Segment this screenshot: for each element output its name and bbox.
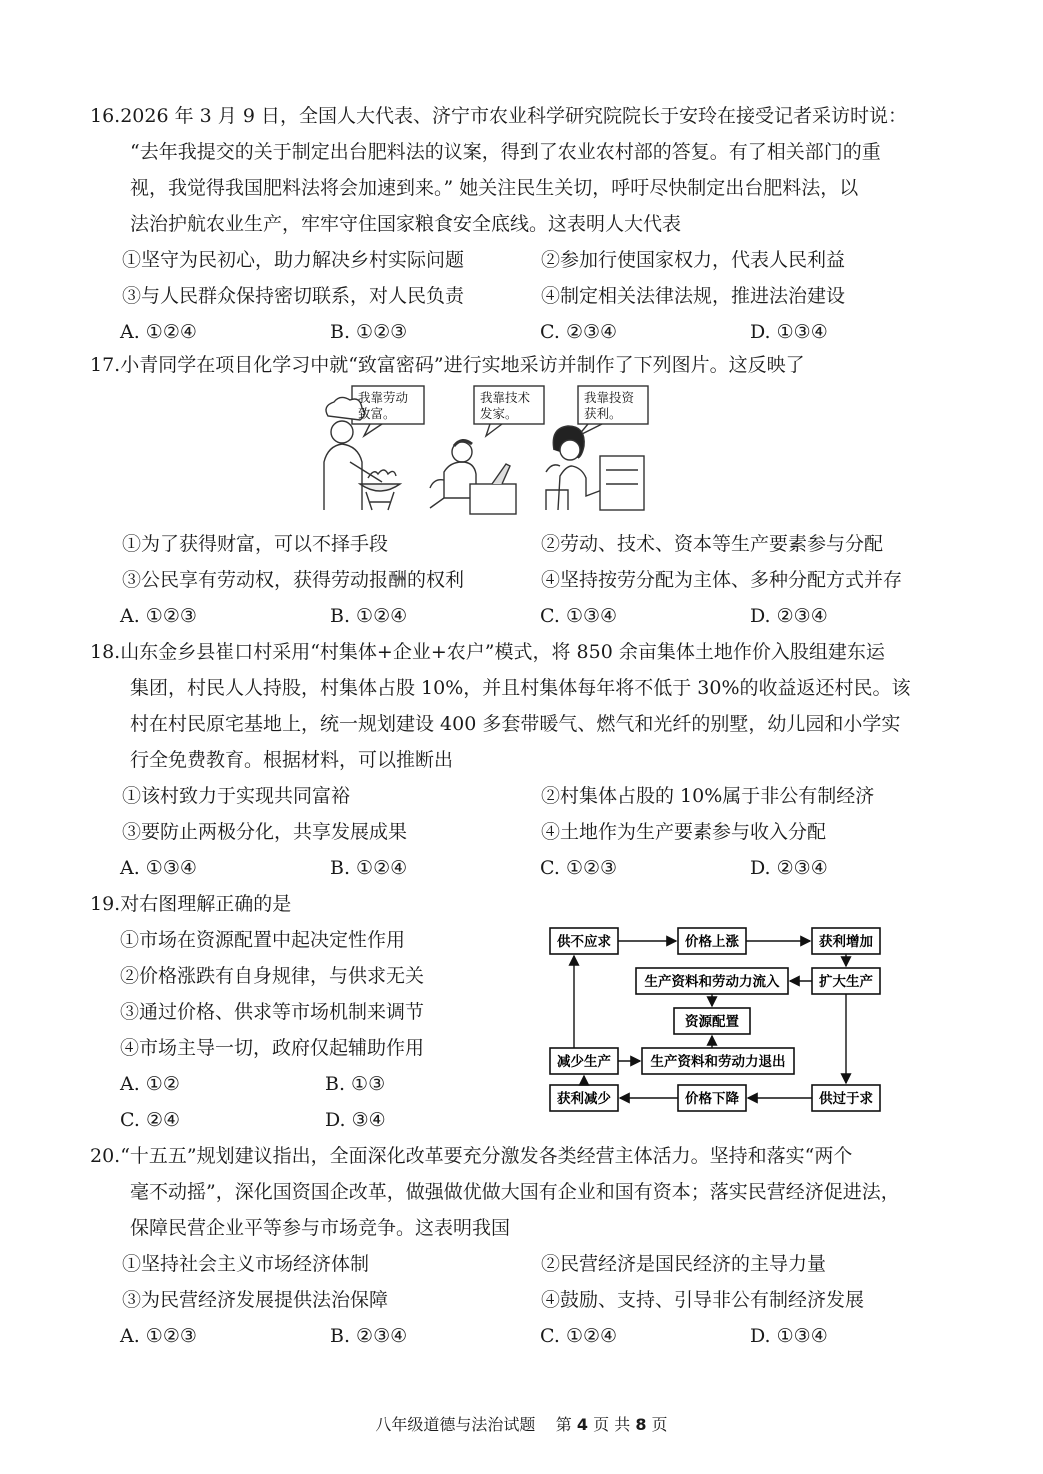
choice-c[interactable]: C. ②③④ [540, 321, 618, 343]
statement-item: ②劳动、技术、资本等生产要素参与分配 [541, 533, 884, 555]
footer-page-pre: 第 [555, 1415, 572, 1434]
choice-b[interactable]: B. ①②④ [330, 857, 408, 879]
question-stem: 18.山东金乡县崔口村采用“村集体+企业+农户”模式，将 850 余亩集体土地作价入股组建东运 [90, 641, 885, 663]
bubble-tech-line2: 发家。 [480, 406, 518, 421]
question-stem-line: “去年我提交的关于制定出台肥料法的议案，得到了农业农村部的答复。有了相关部门的重 [130, 141, 881, 163]
choice-d[interactable]: D. ②③④ [750, 857, 828, 879]
question-17-options [90, 526, 960, 634]
statement-item: ②村集体占股的 10%属于非公有制经济 [541, 785, 875, 807]
question-number: 19. [90, 893, 121, 915]
wealth-cartoon [310, 380, 650, 515]
statement-item: ③公民享有劳动权，获得劳动报酬的权利 [122, 569, 465, 591]
question-stem: 20.“十五五”规划建议指出，全面深化改革要充分激发各类经营主体活力。坚持和落实“两个 [90, 1145, 853, 1167]
statement-row [90, 814, 960, 850]
choice-c[interactable]: C. ①②④ [540, 1325, 618, 1347]
statement-row [90, 562, 960, 598]
choice-row [90, 598, 960, 634]
question-stem-line: 集团，村民人人持股，村集体占股 10%，并且村集体每年将不低于 30%的收益返还村民。该 [130, 677, 911, 699]
choice-b[interactable]: B. ②③④ [330, 1325, 408, 1347]
label-price-up: 价格上涨 [685, 934, 739, 950]
statement-item: ③通过价格、供求等市场机制来调节 [120, 1001, 425, 1023]
statement-item: ③要防止两极分化，共享发展成果 [122, 821, 408, 843]
choice-b[interactable]: B. ①③ [325, 1073, 386, 1095]
market-flow-diagram [540, 918, 900, 1118]
statement-item: ②价格涨跌有自身规律，与供求无关 [120, 965, 425, 987]
statement-item: ③与人民群众保持密切联系，对人民负责 [122, 285, 465, 307]
choice-a[interactable]: A. ①② [120, 1073, 180, 1095]
statement-item: ④坚持按劳分配为主体、多种分配方式并存 [541, 569, 903, 591]
label-reduce: 减少生产 [557, 1054, 611, 1070]
label-supply-short: 供不应求 [557, 934, 611, 950]
choice-a[interactable]: A. ①③④ [120, 857, 197, 879]
statement-item: ④土地作为生产要素参与收入分配 [541, 821, 827, 843]
question-17 [90, 347, 960, 383]
statement-row [90, 278, 960, 314]
question-stem-line: 法治护航农业生产，牢牢守住国家粮食安全底线。这表明人大代表 [130, 213, 682, 235]
statement-item: ④制定相关法律法规，推进法治建设 [541, 285, 846, 307]
statement-row [90, 778, 960, 814]
bubble-labor-line2: 致富。 [358, 406, 396, 421]
bubble-tech-line1: 我靠技术 [480, 390, 531, 405]
choice-row [90, 1102, 530, 1138]
choice-d[interactable]: D. ①③④ [750, 321, 828, 343]
question-stem-line: 视，我觉得我国肥料法将会加速到来。” 她关注民生关切，呼吁尽快制定出台肥料法，以 [130, 177, 859, 199]
bubble-labor-line1: 我靠劳动 [358, 390, 409, 405]
page-footer [0, 1412, 1043, 1435]
choice-row [90, 1066, 530, 1102]
statement-item: ①该村致力于实现共同富裕 [122, 785, 351, 807]
statement-row [90, 242, 960, 278]
choice-a[interactable]: A. ①②④ [120, 321, 197, 343]
question-stem-line: 毫不动摇”，深化国资国企改革，做强做优做大国有企业和国有资本；落实民营经济促进法， [130, 1181, 900, 1203]
question-number: 20. [90, 1145, 121, 1167]
choice-b[interactable]: B. ①②③ [330, 321, 408, 343]
question-stem-line: 行全免费教育。根据材料，可以推断出 [130, 749, 454, 771]
choice-b[interactable]: B. ①②④ [330, 605, 408, 627]
statement-item: ①为了获得财富，可以不择手段 [122, 533, 389, 555]
label-expand: 扩大生产 [819, 974, 873, 990]
question-18 [90, 634, 960, 886]
choice-row [90, 314, 960, 350]
label-allocation: 资源配置 [685, 1014, 739, 1030]
statement-row [90, 526, 960, 562]
question-stem-line: 村在村民原宅基地上，统一规划建设 400 多套带暖气、燃气和光纤的别墅，幼儿园和小学实 [130, 713, 901, 735]
question-number: 17. [90, 354, 121, 376]
footer-page-number: 4 [576, 1415, 589, 1434]
label-price-down: 价格下降 [685, 1091, 739, 1107]
label-supply-over: 供过于求 [819, 1091, 873, 1107]
choice-d[interactable]: D. ③④ [325, 1109, 386, 1131]
choice-d[interactable]: D. ①③④ [750, 1325, 828, 1347]
bubble-invest-line2: 获利。 [584, 406, 622, 421]
statement-item: ②民营经济是国民经济的主导力量 [541, 1253, 827, 1275]
choice-a[interactable]: A. ①②③ [120, 605, 197, 627]
footer-total-pages: 8 [635, 1415, 647, 1434]
bubble-invest-line1: 我靠投资 [584, 390, 635, 405]
statement-item: ①坚持社会主义市场经济体制 [122, 1253, 370, 1275]
choice-row [90, 850, 960, 886]
statement-item: ③为民营经济发展提供法治保障 [122, 1289, 389, 1311]
question-stem-line: 保障民营企业平等参与市场竞争。这表明我国 [130, 1217, 511, 1239]
statement-item: ①市场在资源配置中起决定性作用 [120, 929, 406, 951]
question-number: 18. [90, 641, 121, 663]
statement-item: ①坚守为民初心，助力解决乡村实际问题 [122, 249, 465, 271]
footer-page-post: 页 [651, 1415, 668, 1434]
label-profit-up: 获利增加 [819, 934, 873, 950]
statement-item: ④鼓励、支持、引导非公有制经济发展 [541, 1289, 865, 1311]
label-profit-down: 获利减少 [557, 1091, 611, 1107]
statement-row [90, 1246, 960, 1282]
footer-subject: 八年级道德与法治试题 [375, 1415, 536, 1434]
choice-d[interactable]: D. ②③④ [750, 605, 828, 627]
statement-row [90, 1282, 960, 1318]
question-16 [90, 98, 960, 350]
question-20 [90, 1138, 960, 1354]
statement-item: ②参加行使国家权力，代表人民利益 [541, 249, 846, 271]
label-inflow: 生产资料和劳动力流入 [644, 974, 780, 990]
choice-c[interactable]: C. ①②③ [540, 857, 618, 879]
question-19 [90, 886, 530, 1138]
question-number: 16. [90, 105, 121, 127]
statement-item: ④市场主导一切，政府仅起辅助作用 [120, 1037, 425, 1059]
question-stem: 17.小青同学在项目化学习中就“致富密码”进行实地采访并制作了下列图片。这反映了 [90, 354, 805, 376]
label-outflow: 生产资料和劳动力退出 [650, 1054, 786, 1070]
choice-row [90, 1318, 960, 1354]
footer-page-mid: 页 共 [593, 1415, 631, 1434]
choice-c[interactable]: C. ①③④ [540, 605, 618, 627]
choice-c[interactable]: C. ②④ [120, 1109, 181, 1131]
question-stem: 16.2026 年 3 月 9 日，全国人大代表、济宁市农业科学研究院院长于安玲在接受记者采访时说： [90, 105, 907, 127]
question-stem: 19.对右图理解正确的是 [90, 893, 292, 915]
choice-a[interactable]: A. ①②③ [120, 1325, 197, 1347]
